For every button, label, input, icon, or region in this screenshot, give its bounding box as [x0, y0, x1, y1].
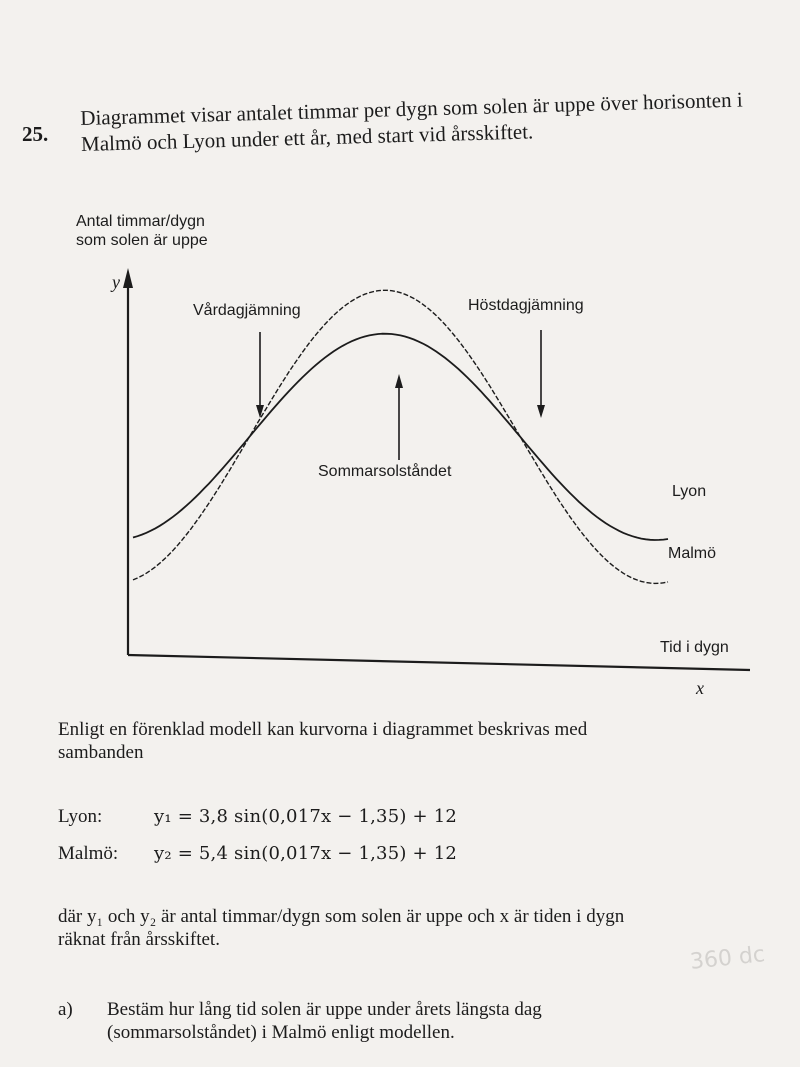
lyon-series-label: Lyon [672, 483, 707, 500]
part-a-line-2: (sommarsolståndet) i Malmö enligt modellen. [107, 1022, 455, 1043]
explanation-line-2: räknat från årsskiftet. [58, 929, 220, 950]
handwritten-note: 360 dc [688, 942, 767, 975]
intro-line-2: sambanden [58, 742, 144, 763]
summer-solstice-label: Sommarsolståndet [318, 463, 452, 480]
x-axis-letter: x [696, 678, 704, 698]
part-a-line-1: Bestäm hur lång tid solen är uppe under årets längsta dag [107, 999, 542, 1020]
spring-equinox-arrowhead [256, 405, 264, 418]
y-axis-arrow [123, 268, 133, 288]
explanation-line-1: där y₁ och y₂ är antal timmar/dygn som solen är uppe och x är tiden i dygn [58, 906, 625, 927]
part-a-label: a) [58, 999, 73, 1020]
lyon-equation-label: Lyon: [58, 806, 103, 827]
malmo-curve [133, 290, 668, 583]
chart-ylabel-line1: Antal timmar/dygn [76, 213, 205, 230]
intro-text [58, 718, 587, 764]
chart-annotation-arrows [256, 330, 545, 460]
y-axis-letter: y [112, 272, 120, 292]
chart-xlabel: Tid i dygn [660, 639, 729, 656]
lyon-equation [58, 806, 457, 828]
malmo-equation-formula: y₂ = 5,4 sin(0,017x − 1,35) + 12 [154, 843, 458, 864]
malmo-equation [58, 843, 457, 865]
problem-number: 25. [22, 122, 49, 146]
autumn-equinox-label: Höstdagjämning [468, 297, 584, 314]
lyon-curve [133, 334, 668, 540]
chart-ylabel-line2: som solen är uppe [76, 232, 208, 249]
chart-curves [133, 290, 668, 583]
malmo-series-label: Malmö [668, 545, 717, 562]
part-a-question [107, 998, 542, 1044]
lyon-equation-formula: y₁ = 3,8 sin(0,017x − 1,35) + 12 [154, 806, 458, 827]
x-axis [128, 655, 750, 670]
explanation-text [58, 905, 624, 951]
spring-equinox-label: Vårdagjämning [193, 302, 301, 319]
malmo-equation-label: Malmö: [58, 843, 119, 864]
problem-question: Diagrammet visar antalet timmar per dygn som solen är uppe över horisonten i Malmö och Lyon under ett år, med start vid årsskiftet. [80, 87, 743, 156]
summer-solstice-arrowhead [395, 374, 403, 388]
autumn-equinox-arrowhead [537, 405, 545, 418]
intro-line-1: Enligt en förenklad modell kan kurvorna i diagrammet beskrivas med [58, 719, 588, 740]
